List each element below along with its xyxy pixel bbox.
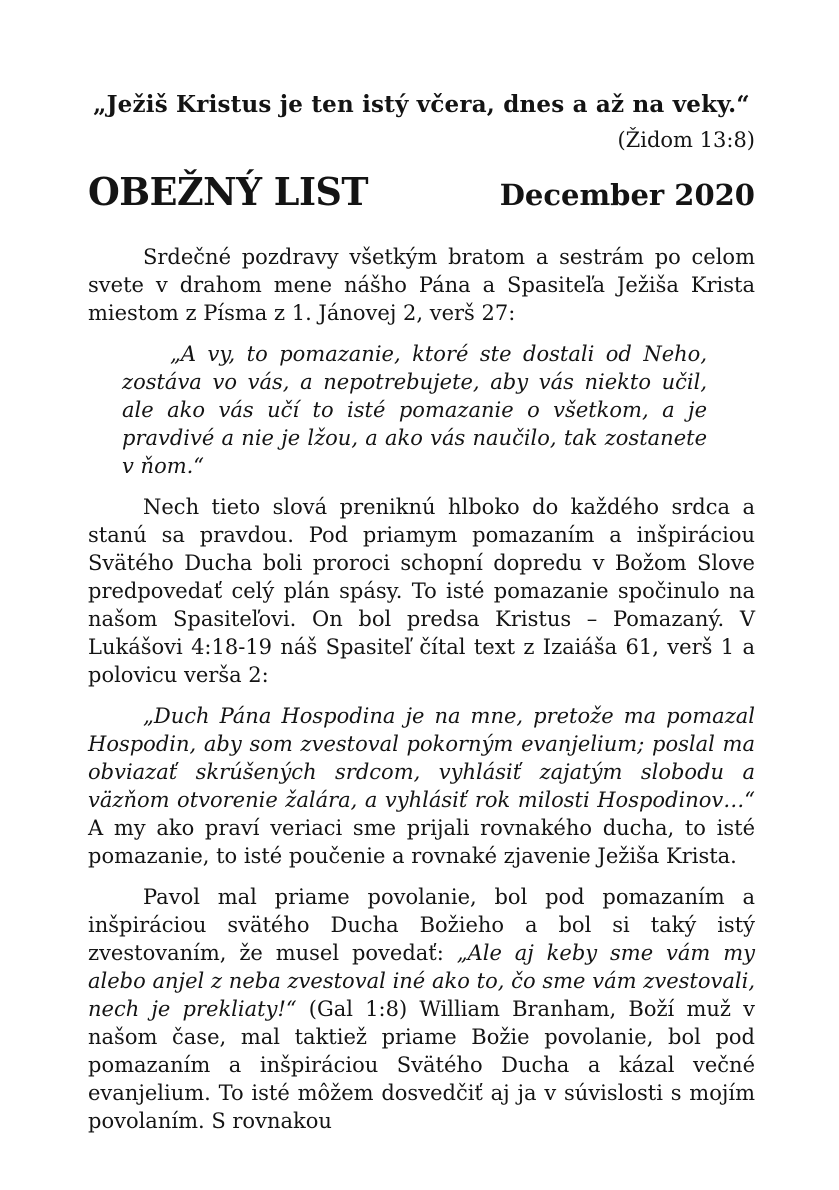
quote-isaiah: „Duch Pána Hospodina je na mne, pretože ma pomazal Hospodin, aby som zvestoval pokorným evanjelium; poslal ma obviazať skrúšených srdcom, vyhlásiť zajatým slobodu a väzňom otvorenie žalára, a vyhlásiť rok milosti Hospodinov…“ [88,704,755,812]
page-title: OBEŽNÝ LIST [88,169,369,214]
paragraph-anointing: Nech tieto slová preniknú hlboko do každého srdca a stanú sa pravdou. Pod priamym pomazaním a inšpiráciou Svätého Ducha boli proroci schopní dopredu v Božom Slove predpovedať celý plán spásy. To isté pomazanie spočinulo na našom Spasiteľovi. On bol predsa Kristus – Pomazaný. V Lukášovi 4:18-19 náš Spasiteľ čítal text z Izaiáša 61, verš 1 a polovicu verša 2: [88,495,755,687]
issue-date: December 2020 [499,178,755,212]
scripture-motto: „Ježiš Kristus je ten istý včera, dnes a až na veky.“ [93,91,750,118]
scripture-reference: (Židom 13:8) [617,128,755,152]
title-row [88,169,755,214]
document-body [88,243,755,1135]
paragraph-paul-tail: (Gal 1:8) William Branham, Boží muž v našom čase, mal taktiež priame Božie povolanie, bol pod pomazaním a inšpiráciou Svätého Ducha a kázal večné evanjelium. To isté môžem dosvedčiť aj ja v súvislosti s mojím povolaním. S rovnakou [88,997,756,1133]
quote-isaiah-followup: A my ako praví veriaci sme prijali rovnakého ducha, to isté pomazanie, to isté poučenie a rovnaké zjavenie Ježiša Krista. [88,816,755,868]
paragraph-isaiah [88,702,755,870]
greeting-paragraph: Srdečné pozdravy všetkým bratom a sestrám po celom svete v drahom mene nášho Pána a Spasiteľa Ježiša Krista miestom z Písma z 1. Jánovej 2, verš 27: [88,245,755,325]
blockquote-1john: „A vy, to pomazanie, ktoré ste dostali od Neho, zostáva vo vás, a nepotrebujete, aby vás niekto učil, ale ako vás učí to isté pomazanie o všetkom, a je pravdivé a nie je lžou, a ako vás naučilo, tak zostanete v ňom.“ [122,342,707,478]
quote-galatians: „Ale aj keby sme vám my alebo anjel z neba zvestoval iné ako to, čo sme vám zvestovali, nech je prekliaty!“ [88,941,755,1021]
paragraph-paul [88,883,755,1135]
paragraph-paul-lead: Pavol mal priame povolanie, bol pod pomazaním a inšpiráciou svätého Ducha Božieho a bol si taký istý zvestovaním, že musel povedať: [88,885,755,965]
